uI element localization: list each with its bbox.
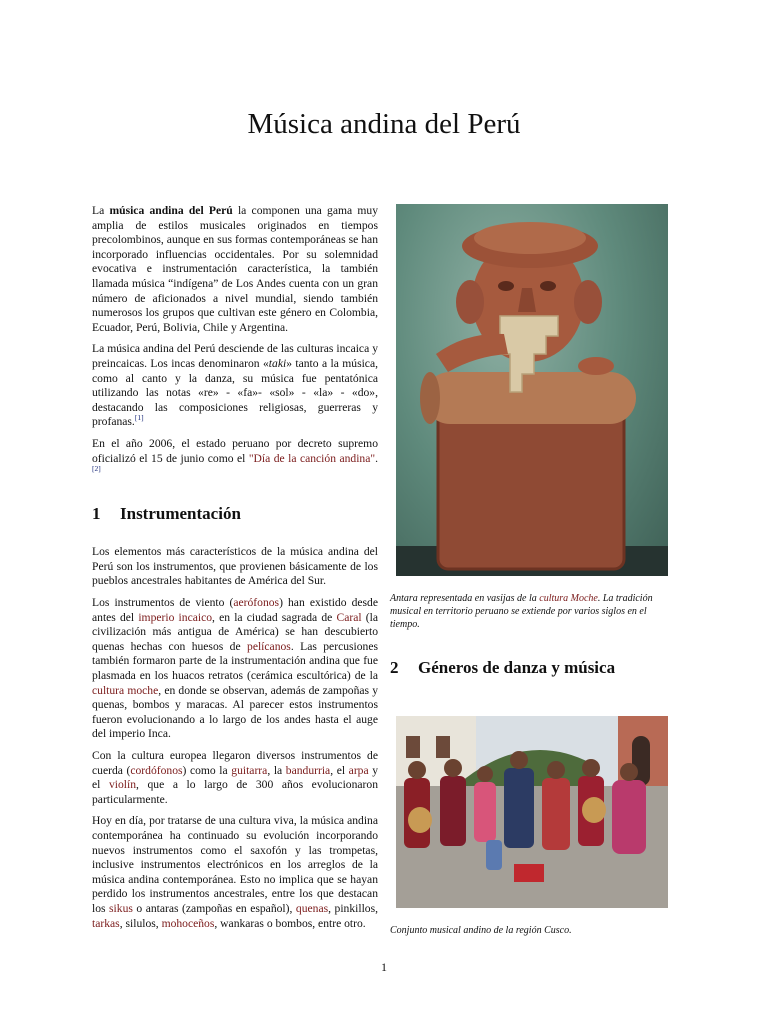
figure-1-caption: Antara representada en vasijas de la cultura Moche. La tradición musical en territorio peruano se extiende por varios siglos en el tiempo. (390, 593, 653, 630)
link-caral[interactable]: Caral (336, 610, 362, 624)
page-title: Música andina del Perú (247, 108, 521, 140)
link-arpa[interactable]: arpa (348, 763, 369, 777)
moche-vessel-illustration (396, 204, 668, 576)
page-number: 1 (381, 960, 387, 974)
link-tarkas[interactable]: tarkas (92, 916, 120, 930)
section1-paragraph-1: Los elementos más característicos de la música andina del Perú son los instrumentos, que provienen básicamente de los pueblos ancestrales habitantes de América del Sur. (92, 545, 378, 588)
link-violin[interactable]: violín (108, 778, 137, 792)
figure-2-caption: Conjunto musical andino de la región Cusco. (390, 925, 572, 936)
link-quenas[interactable]: quenas (295, 901, 329, 915)
cusco-group-illustration (396, 716, 668, 908)
link-dia-cancion-andina[interactable]: "Día de la canción andina" (248, 451, 376, 465)
intro-paragraph-1: La música andina del Perú la componen una gama muy amplia de estilos musicales originados en tiempos precolombinos, aunque en sus formas contemporáneas se han incorporado influencias occidentales. Por su solemnidad evocativa e instrumentación característica, la también llamada música “indígena” de Los Andes cuenta con un gran número de aficionados a nivel mundial, siendo también numerosos los grupos que cultivan este género en Colombia, Ecuador, Perú, Bolivia, Chile y Argentina. (92, 204, 378, 334)
left-column (92, 204, 378, 938)
reference-link-1[interactable]: [1] (134, 413, 144, 423)
link-mohocenos[interactable]: mohoceños (161, 916, 215, 930)
moche-vessel-image[interactable] (396, 204, 668, 576)
intro-paragraph-3: En el año 2006, el estado peruano por decreto supremo oficializó el 15 de junio como el "Día de la canción andina".[2] (92, 436, 378, 474)
section-heading-instrumentacion: 1 Instrumentación (92, 503, 241, 523)
link-sikus[interactable]: sikus (109, 901, 133, 915)
link-imperio-incaico[interactable]: imperio incaico (138, 610, 213, 624)
intro-bold-term: música andina del Perú (109, 204, 233, 217)
section1-paragraph-3: Con la cultura europea llegaron diversos instrumentos de cuerda (cordófonos) como la guitarra, la bandurria, el arpa y el violín, que a lo largo de 300 años evolucionaron particularmente. (92, 749, 379, 806)
section-heading-generos: 2 Géneros de danza y música (390, 658, 616, 677)
section1-paragraph-4: Hoy en día, por tratarse de una cultura viva, la música andina contemporánea ha continuado su evolución incorporando nuevos instrumentos como el saxofón y las trompetas, inclusive instrumentos electrónicos en los arreglos de la música andina contemporánea. Esto no implica que se hayan perdido los instrumentos ancestrales, entre los que destacan los sikus o antaras (zampoñas en español), quenas, pinkillos, tarkas, silulos, mohoceños, wankaras o bombos, entre otro. (92, 814, 378, 930)
reference-link-2[interactable]: [2] (92, 464, 101, 474)
section1-paragraph-2: Los instrumentos de viento (aerófonos) han existido desde antes del imperio incaico, en la ciudad sagrada de Caral (la civilización más antigua de América) se han descubierto quenas hechas con huesos de pelícanos. Las percusiones también formaron parte de la instrumentación andina que fue plasmada en los huacos retratos (cerámica escultórica) de la cultura moche, en donde se observan, además de zampoñas y quenas, bombos y maracas. Al parecer estos instrumentos fueron evolucionando a lo largo de los andes hasta el auge del imperio Inca. (92, 596, 378, 741)
link-caption-cultura-moche[interactable]: cultura Moche (539, 593, 598, 604)
link-pelicanos[interactable]: pelícanos (247, 639, 291, 653)
link-cultura-moche[interactable]: cultura moche (92, 683, 159, 697)
intro-paragraph-2: La música andina del Perú desciende de las culturas incaica y preincaicas. Los incas denominaron «taki» tanto a la música, como al canto y la danza, su música fue pentatónica utilizando las notas «re» - «fa»- «sol» - «la» - «do», destacando las composiciones religiosas, guerreras y profanas.[1] (92, 342, 378, 429)
link-guitarra[interactable]: guitarra (231, 763, 268, 777)
link-cordofonos[interactable]: cordófonos (130, 763, 183, 777)
link-aerofonos[interactable]: aerófonos (233, 596, 280, 610)
link-bandurria[interactable]: bandurria (285, 763, 331, 777)
cusco-group-image[interactable] (396, 716, 668, 908)
